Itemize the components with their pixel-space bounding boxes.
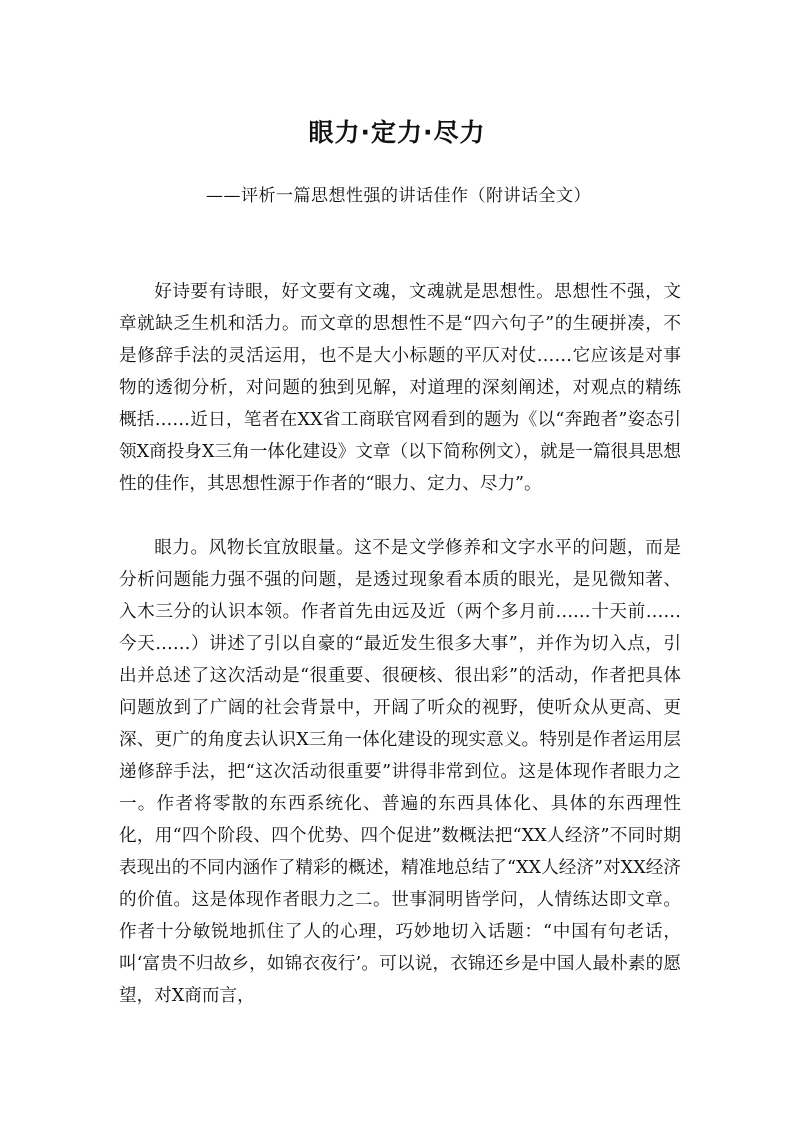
- document-subtitle: ——评析一篇思想性强的讲话佳作（附讲话全文）: [206, 186, 591, 206]
- paragraph-intro: 好诗要有诗眼，好文要有文魂，文魂就是思想性。思想性不强，文章就缺乏生机和活力。而文章的思想性不是“四六句子”的生硬拼凑，不是修辞手法的灵活运用，也不是大小标题的平仄对仗……它应该是对事物的透彻分析，对问题的独到见解，对道理的深刻阐述，对观点的精练概括……近日，笔者在XX省工商联官网看到的题为《以“奔跑者”姿态引领X商投身X三角一体化建设》文章（以下简称例文），就是一篇很具思想性的佳作，其思想性源于作者的“眼力、定力、尽力”。: [119, 282, 681, 494]
- document-title: 眼力·定力·尽力: [308, 118, 486, 147]
- paragraph-eyesight: 眼力。风物长宜放眼量。这不是文学修养和文字水平的问题，而是分析问题能力强不强的问题，是透过现象看本质的眼光，是见微知著、入木三分的认识本领。作者首先由远及近（两个多月前……十天前……今天……）讲述了引以自豪的“最近发生很多大事”，并作为切入点，引出并总述了这次活动是“很重要、很硬核、很出彩”的活动，作者把具体问题放到了广阔的社会背景中，开阔了听众的视野，使听众从更高、更深、更广的角度去认识X三角一体化建设的现实意义。特别是作者运用层递修辞手法，把“这次活动很重要”讲得非常到位。这是体现作者眼力之一。作者将零散的东西系统化、普遍的东西具体化、具体的东西理性化，用“四个阶段、四个优势、四个促进”数概法把“XX人经济”不同时期表现出的不同内涵作了精彩的概述，精准地总结了“XX人经济”对XX经济的价值。这是体现作者眼力之二。世事洞明皆学问，人情练达即文章。作者十分敏锐地抓住了人的心理，巧妙地切入话题：“中国有句老话，叫‘富贵不归故乡，如锦衣夜行’。可以说，衣锦还乡是中国人最朴素的愿望，对X商而言，: [119, 538, 682, 1006]
- document-body: [119, 276, 681, 1012]
